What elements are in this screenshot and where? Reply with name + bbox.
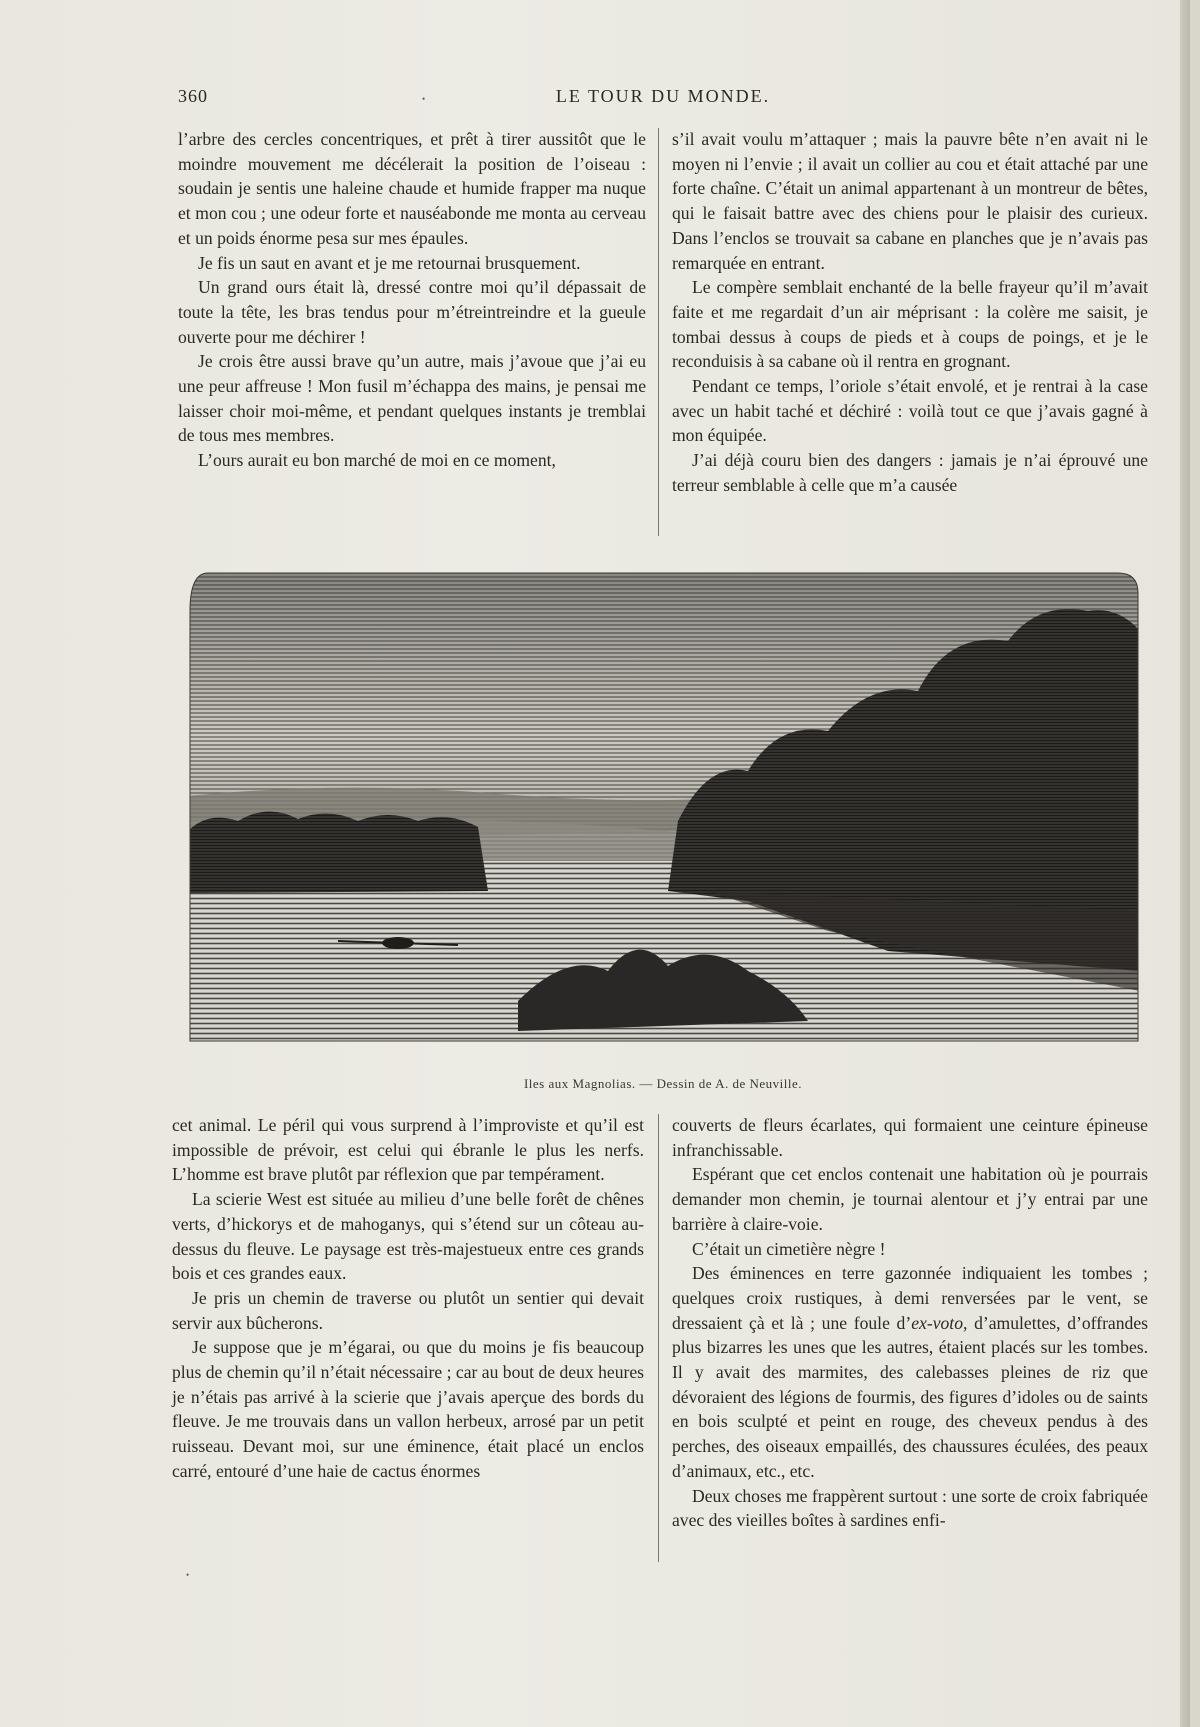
page-number: 360 (178, 86, 208, 106)
paragraph (672, 1261, 1148, 1483)
printer-dot: • (422, 94, 426, 104)
paragraph: Je fis un saut en avant et je me retournai brusquement. (198, 252, 581, 273)
page-header (178, 86, 1148, 116)
paragraph-text: Des éminences en terre gazonnée indiquaient les tombes ; quelques croix rustiques, à demi renversées par le vent, se dressaient çà et là ; une foule d’ (672, 1263, 1148, 1333)
paragraph: l’arbre des cercles concentriques, et prêt à tirer aussitôt que le moindre mouvement me décélerait la position de l’oiseau : soudain je sentis une haleine chaude et humide frapper ma nuque et mon cou ; une odeur forte et nauséabonde me monta au cerveau et un poids énorme pesa sur mes épaules. (178, 129, 646, 248)
italic-term: ex-voto, (911, 1312, 968, 1333)
running-title: LE TOUR DU MONDE. (555, 86, 771, 106)
paragraph: J’ai déjà couru bien des dangers : jamais je n’ai éprouvé une terreur semblable à celle que m’a causée (672, 450, 1148, 495)
paragraph: Je pris un chemin de traverse ou plutôt un sentier qui devait servir aux bûcherons. (172, 1287, 644, 1333)
column-rule-bottom (658, 1114, 659, 1562)
paragraph: s’il avait voulu m’attaquer ; mais la pauvre bête n’en avait ni le moyen ni l’envie ; il avait un collier au cou et était attaché par une forte chaîne. C’était un animal appartenant à un montreur de bêtes, qui le faisait battre avec des chiens pour le plaisir des curieux. Dans l’enclos se trouvait sa cabane en planches que je n’avais pas remarquée en entrant. (672, 129, 1148, 273)
paragraph: La scierie West est située au milieu d’une belle forêt de chênes verts, d’hickorys et de mahoganys, qui s’étend sur un côteau au-dessus du fleuve. Le paysage est très-majestueux entre ces grands bois et ces grandes eaux. (172, 1189, 644, 1284)
paragraph: Le compère semblait enchanté de la belle frayeur qu’il m’avait faite et me regardait d’un air méprisant : la colère me saisit, je tombai dessus à coups de pieds et à coups de poings, et je le reconduisis à sa cabane où il rentra en grognant. (672, 277, 1148, 372)
paragraph: C’était un cimetière nègre ! (692, 1238, 886, 1259)
engraving-illustration (188, 571, 1140, 1058)
page-edge (1180, 0, 1190, 1727)
column-bottom-left (172, 1113, 644, 1484)
paragraph: Je suppose que je m’égarai, ou que du moins je fis beaucoup plus de chemin qu’il n’était nécessaire ; car au bout de deux heures je n’étais pas arrivé à la scierie que j’avais aperçue des bords du fleuve. Je me trouvais dans un vallon herbeux, arrosé par un petit ruisseau. Devant moi, sur une éminence, était placé un enclos carré, entouré d’une haie de cactus énormes (172, 1337, 644, 1481)
column-bottom-right (672, 1113, 1148, 1533)
paragraph: couverts de fleurs écarlates, qui formaient une ceinture épineuse infranchissable. (672, 1115, 1148, 1160)
column-top-right (672, 127, 1148, 498)
printer-dot: • (186, 1570, 190, 1580)
paragraph: Deux choses me frappèrent surtout : une sorte de croix fabriquée avec des vieilles boîtes à sardines enfi- (672, 1485, 1148, 1531)
paragraph: Pendant ce temps, l’oriole s’était envolé, et je rentrai à la case avec un habit taché et déchiré : voilà tout ce que j’avais gagné à mon équipée. (672, 376, 1148, 446)
paragraph: L’ours aurait eu bon marché de moi en ce moment, (198, 450, 556, 471)
column-top-left (178, 127, 646, 473)
column-rule-top (658, 128, 659, 536)
illustration-caption: Iles aux Magnolias. — Dessin de A. de Neuville. (523, 1076, 803, 1091)
paragraph: Un grand ours était là, dressé contre moi qu’il dépassait de toute la tête, les bras tendus pour m’étreintreindre et la gueule ouverte pour me déchirer ! (178, 277, 646, 347)
paragraph: Espérant que cet enclos contenait une habitation où je pourrais demander mon chemin, je tournai alentour et j’y entrai par une barrière à claire-voie. (672, 1164, 1148, 1234)
paragraph: Je crois être aussi brave qu’un autre, mais j’avoue que j’ai eu une peur affreuse ! Mon fusil m’échappa des mains, je pensai me laisser choir moi-même, et pendant quelques instants je tremblai de tous mes membres. (178, 351, 646, 446)
paragraph: cet animal. Le péril qui vous surprend à l’improviste et qu’il est impossible de prévoir, est celui qui ébranle le plus les nerfs. L’homme est brave plutôt par réflexion que par tempérament. (172, 1115, 644, 1185)
paragraph-text: d’amulettes, d’offrandes plus bizarres les unes que les autres, étaient placés sur les tombes. Il y avait des marmites, des calebasses pleines de riz que dévoraient des légions de fourmis, des figures d’idoles ou de saints en bois sculpté et peint en rouge, des cheveux pendus à des perches, des oiseaux empaillés, des chaussures éculées, des peaux d’animaux, etc., etc. (672, 1312, 1148, 1481)
